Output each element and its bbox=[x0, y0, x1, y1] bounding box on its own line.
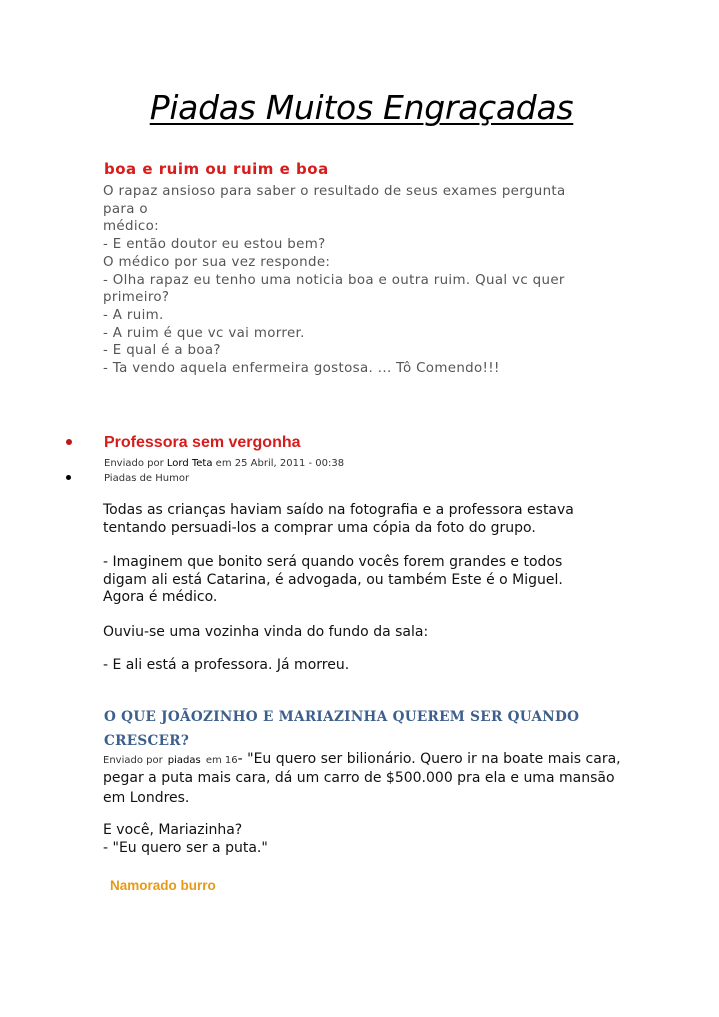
heading-line: CRESCER? bbox=[104, 733, 190, 749]
joke3-heading bbox=[104, 705, 584, 753]
author-link[interactable]: Lord Teta bbox=[166, 458, 213, 469]
page-title: Piadas Muitos Engraçadas bbox=[149, 88, 574, 127]
meta-date: em 25 Abril, 2011 - 00:38 bbox=[215, 458, 345, 469]
joke3-paragraph bbox=[103, 768, 615, 808]
joke2-paragraph: Ouviu-se uma vozinha vinda do fundo da sala: bbox=[103, 624, 429, 640]
joke1-heading: boa e ruim ou ruim e boa bbox=[104, 160, 329, 178]
joke1-line: O médico por sua vez responde: bbox=[103, 254, 331, 270]
joke1-line: - Ta vendo aquela enfermeira gostosa. ... Tô Comendo!!! bbox=[103, 361, 500, 377]
joke1-line: primeiro? bbox=[103, 290, 170, 306]
text-line: - "Eu quero ser a puta." bbox=[103, 839, 268, 856]
text-line: E você, Mariazinha? bbox=[103, 822, 243, 838]
joke1-line: para o bbox=[103, 201, 148, 217]
joke1-line: - A ruim é que vc vai morrer. bbox=[103, 325, 305, 341]
joke1-line: - A ruim. bbox=[103, 307, 164, 323]
text-line: - Imaginem que bonito será quando vocês forem grandes e todos bbox=[103, 554, 563, 570]
joke3-paragraph bbox=[103, 822, 268, 857]
joke1-line: médico: bbox=[103, 219, 160, 235]
joke2-meta bbox=[104, 458, 344, 469]
bullet-icon bbox=[64, 436, 74, 446]
joke1-line: - Olha rapaz eu tenho uma noticia boa e outra ruim. Qual vc quer bbox=[103, 272, 565, 288]
joke1-line: - E então doutor eu estou bem? bbox=[103, 237, 326, 253]
bullet-icon bbox=[64, 472, 74, 482]
text-line: digam ali está Catarina, é advogada, ou também Este é o Miguel. bbox=[103, 571, 563, 588]
text-line: tentando persuadi-los a comprar uma cópia da foto do grupo. bbox=[103, 519, 536, 536]
text-line: pegar a puta mais cara, dá um carro de $500.000 pra ela e uma mansão bbox=[103, 770, 615, 786]
heading-line: O QUE JOÃOZINHO E MARIAZINHA QUEREM SER QUANDO bbox=[104, 709, 580, 725]
joke2-heading: Professora sem vergonha bbox=[104, 434, 301, 451]
text-line: Todas as crianças haviam saído na fotografia e a professora estava bbox=[103, 502, 574, 518]
joke3-text: - "Eu quero ser bilionário. Quero ir na boate mais cara, bbox=[237, 751, 621, 767]
joke4-heading: Namorado burro bbox=[110, 878, 216, 893]
meta-prefix: Enviado por bbox=[103, 755, 163, 766]
joke1-line: - E qual é a boa? bbox=[103, 343, 221, 359]
joke2-paragraph bbox=[103, 502, 574, 537]
text-line: Agora é médico. bbox=[103, 589, 218, 605]
joke3-first-line bbox=[103, 748, 621, 767]
category-link[interactable]: Piadas de Humor bbox=[104, 473, 190, 484]
joke2-paragraph: - E ali está a professora. Já morreu. bbox=[103, 657, 350, 673]
meta-date: em 16 bbox=[205, 755, 238, 766]
joke1-line: O rapaz ansioso para saber o resultado de seus exames pergunta bbox=[103, 184, 566, 199]
meta-prefix: Enviado por bbox=[104, 458, 164, 469]
text-line: em Londres. bbox=[103, 790, 190, 806]
author-link[interactable]: piadas bbox=[167, 755, 201, 766]
joke2-paragraph bbox=[103, 554, 563, 607]
joke1-body bbox=[103, 183, 603, 378]
